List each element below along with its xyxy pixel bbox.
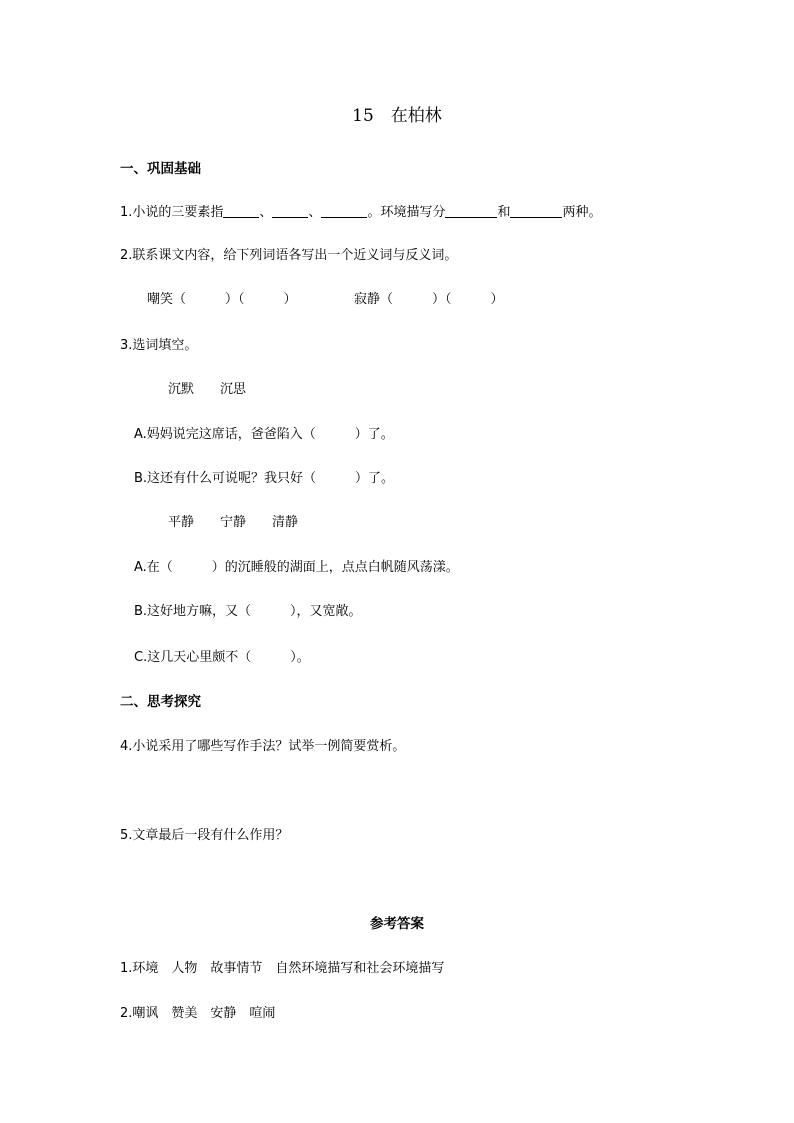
question-1-text-b: 。环境描写分 xyxy=(367,205,446,220)
question-3-item-a2: A.在（ ）的沉睡般的湖面上，点点白帆随风荡漾。 xyxy=(134,560,459,575)
word-choices-2: 平静 宁静 清静 xyxy=(168,515,299,530)
word-choices-1: 沉默 沉思 xyxy=(168,382,247,397)
separator: 、 xyxy=(308,205,322,220)
question-2-word-1: 嘲笑（ ）（ ） xyxy=(147,292,297,307)
question-4: 4.小说采用了哪些写作手法？试举一例简要赏析。 xyxy=(120,739,406,754)
section-heading-inquiry: 二、思考探究 xyxy=(120,694,201,710)
answer-1: 1.环境 人物 故事情节 自然环境描写和社会环境描写 xyxy=(120,961,445,976)
question-3: 3.选词填空。 xyxy=(120,338,198,353)
question-3-item-b2: B.这好地方嘛，又（ ），又宽敞。 xyxy=(134,604,362,619)
answer-blank[interactable] xyxy=(272,203,308,218)
separator: 、 xyxy=(259,205,273,220)
answer-2: 2.嘲讽 赞美 安静 喧闹 xyxy=(120,1006,276,1021)
page-title: 15 在柏林 xyxy=(352,106,442,126)
section-heading-basics: 一、巩固基础 xyxy=(120,161,201,177)
question-3-item-a: A.妈妈说完这席话，爸爸陷入（ ）了。 xyxy=(134,427,394,442)
answer-blank[interactable] xyxy=(445,203,497,218)
answer-blank[interactable] xyxy=(510,203,562,218)
question-1-text-c: 和 xyxy=(497,205,511,220)
answer-blank[interactable] xyxy=(321,203,367,218)
answer-blank[interactable] xyxy=(223,203,259,218)
question-1-text-d: 两种。 xyxy=(562,205,602,220)
question-2-word-2: 寂静（ ）（ ） xyxy=(354,292,504,307)
question-5: 5.文章最后一段有什么作用？ xyxy=(120,828,289,843)
question-1 xyxy=(120,203,601,222)
answers-heading: 参考答案 xyxy=(370,916,424,932)
question-3-item-c2: C.这几天心里颇不（ ）。 xyxy=(134,650,310,665)
question-1-text-a: 1.小说的三要素指 xyxy=(120,205,224,220)
question-2: 2.联系课文内容，给下列词语各写出一个近义词与反义词。 xyxy=(120,248,458,263)
question-3-item-b: B.这还有什么可说呢？我只好（ ）了。 xyxy=(134,471,395,486)
